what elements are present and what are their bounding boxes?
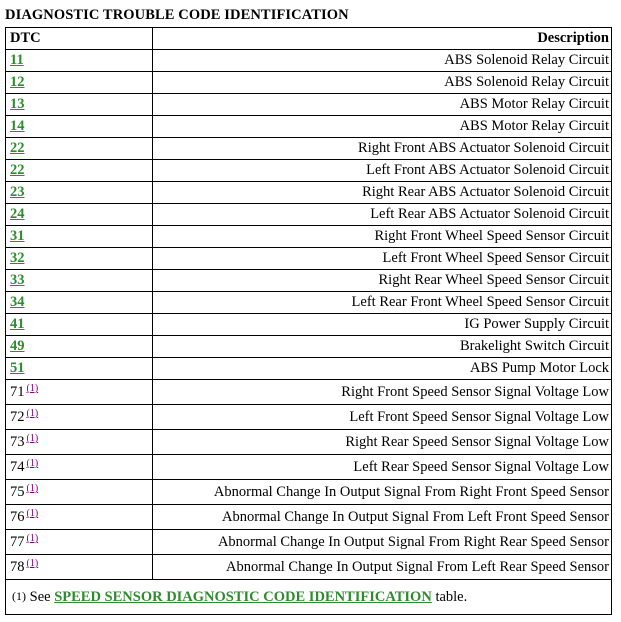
footnote-link[interactable]: (1) — [26, 458, 39, 469]
description-cell: Right Rear Wheel Speed Sensor Circuit — [153, 270, 612, 292]
dtc-code-link[interactable]: 51 — [10, 360, 25, 376]
dtc-code: 76 — [10, 509, 25, 525]
dtc-cell — [6, 248, 153, 270]
table-row — [6, 72, 612, 94]
description-cell: Right Rear Speed Sensor Signal Voltage Low — [153, 430, 612, 455]
dtc-code-link[interactable]: 41 — [10, 316, 25, 332]
dtc-cell — [6, 405, 153, 430]
dtc-cell — [6, 358, 153, 380]
dtc-code-link[interactable]: 34 — [10, 294, 25, 310]
dtc-cell — [6, 314, 153, 336]
footnote-link[interactable]: (1) — [26, 433, 39, 444]
dtc-code: 72 — [10, 409, 25, 425]
dtc-cell — [6, 430, 153, 455]
dtc-document — [5, 5, 612, 615]
table-row — [6, 292, 612, 314]
dtc-cell — [6, 226, 153, 248]
description-cell: Left Front ABS Actuator Solenoid Circuit — [153, 160, 612, 182]
dtc-code-link[interactable]: 24 — [10, 206, 25, 222]
description-cell: Abnormal Change In Output Signal From Right Rear Speed Sensor — [153, 530, 612, 555]
table-row — [6, 405, 612, 430]
description-column-header: Description — [153, 28, 612, 50]
dtc-code-link[interactable]: 22 — [10, 140, 25, 156]
footnote-prefix: See — [29, 588, 51, 605]
dtc-code-link[interactable]: 14 — [10, 118, 25, 134]
description-cell: Right Rear ABS Actuator Solenoid Circuit — [153, 182, 612, 204]
footnote-cell — [6, 580, 612, 615]
footnote-link[interactable]: (1) — [26, 383, 39, 394]
footnote-marker: (1) — [12, 588, 26, 603]
description-cell: ABS Motor Relay Circuit — [153, 116, 612, 138]
description-cell: Right Front Wheel Speed Sensor Circuit — [153, 226, 612, 248]
description-cell: ABS Solenoid Relay Circuit — [153, 72, 612, 94]
dtc-code-link[interactable]: 49 — [10, 338, 25, 354]
footnote-row — [6, 580, 612, 615]
table-row — [6, 530, 612, 555]
table-header-row — [6, 28, 612, 50]
dtc-table — [5, 27, 612, 615]
dtc-column-header: DTC — [6, 28, 153, 50]
description-cell: Abnormal Change In Output Signal From Right Front Speed Sensor — [153, 480, 612, 505]
dtc-cell — [6, 505, 153, 530]
description-cell: Abnormal Change In Output Signal From Left Front Speed Sensor — [153, 505, 612, 530]
dtc-cell — [6, 270, 153, 292]
dtc-code: 78 — [10, 559, 25, 575]
table-row — [6, 116, 612, 138]
dtc-code: 75 — [10, 484, 25, 500]
table-row — [6, 336, 612, 358]
dtc-cell — [6, 530, 153, 555]
table-body — [6, 50, 612, 615]
dtc-cell — [6, 292, 153, 314]
description-cell: Left Front Speed Sensor Signal Voltage Low — [153, 405, 612, 430]
dtc-code-link[interactable]: 23 — [10, 184, 25, 200]
dtc-cell — [6, 94, 153, 116]
table-row — [6, 160, 612, 182]
table-row — [6, 50, 612, 72]
footnote-link[interactable]: (1) — [26, 408, 39, 419]
dtc-code: 73 — [10, 434, 25, 450]
dtc-code: 77 — [10, 534, 25, 550]
description-cell: Right Front Speed Sensor Signal Voltage Low — [153, 380, 612, 405]
description-cell: Left Rear Speed Sensor Signal Voltage Low — [153, 455, 612, 480]
dtc-cell — [6, 50, 153, 72]
page-title: DIAGNOSTIC TROUBLE CODE IDENTIFICATION — [5, 7, 349, 23]
dtc-code-link[interactable]: 13 — [10, 96, 25, 112]
table-row — [6, 314, 612, 336]
footnote-link[interactable]: (1) — [26, 533, 39, 544]
dtc-cell — [6, 72, 153, 94]
dtc-cell — [6, 480, 153, 505]
table-row — [6, 430, 612, 455]
table-row — [6, 182, 612, 204]
table-row — [6, 94, 612, 116]
description-cell: Left Rear Front Wheel Speed Sensor Circuit — [153, 292, 612, 314]
dtc-cell — [6, 182, 153, 204]
description-cell: IG Power Supply Circuit — [153, 314, 612, 336]
dtc-cell — [6, 138, 153, 160]
description-cell: Right Front ABS Actuator Solenoid Circuit — [153, 138, 612, 160]
description-cell: Brakelight Switch Circuit — [153, 336, 612, 358]
description-cell: ABS Solenoid Relay Circuit — [153, 50, 612, 72]
dtc-code-link[interactable]: 32 — [10, 250, 25, 266]
table-row — [6, 226, 612, 248]
description-cell: Left Front Wheel Speed Sensor Circuit — [153, 248, 612, 270]
description-cell: ABS Pump Motor Lock — [153, 358, 612, 380]
dtc-code-link[interactable]: 22 — [10, 162, 25, 178]
footnote-link[interactable]: (1) — [26, 508, 39, 519]
table-row — [6, 138, 612, 160]
table-row — [6, 555, 612, 580]
description-cell: ABS Motor Relay Circuit — [153, 94, 612, 116]
table-row — [6, 204, 612, 226]
dtc-cell — [6, 455, 153, 480]
dtc-cell — [6, 116, 153, 138]
dtc-cell — [6, 160, 153, 182]
table-row — [6, 480, 612, 505]
dtc-cell — [6, 555, 153, 580]
footnote-suffix: table. — [435, 588, 468, 605]
table-row — [6, 270, 612, 292]
speed-sensor-table-link[interactable]: SPEED SENSOR DIAGNOSTIC CODE IDENTIFICATION — [54, 588, 432, 605]
footnote-link[interactable]: (1) — [26, 483, 39, 494]
table-row — [6, 248, 612, 270]
dtc-cell — [6, 336, 153, 358]
dtc-cell — [6, 380, 153, 405]
footnote-link[interactable]: (1) — [26, 558, 39, 569]
table-row — [6, 358, 612, 380]
dtc-code-link[interactable]: 11 — [10, 52, 24, 68]
dtc-code: 71 — [10, 384, 25, 400]
description-cell: Abnormal Change In Output Signal From Left Rear Speed Sensor — [153, 555, 612, 580]
dtc-code-link[interactable]: 33 — [10, 272, 25, 288]
table-row — [6, 380, 612, 405]
table-row — [6, 455, 612, 480]
description-cell: Left Rear ABS Actuator Solenoid Circuit — [153, 204, 612, 226]
dtc-code-link[interactable]: 31 — [10, 228, 25, 244]
dtc-code-link[interactable]: 12 — [10, 74, 25, 90]
dtc-cell — [6, 204, 153, 226]
table-row — [6, 505, 612, 530]
dtc-code: 74 — [10, 459, 25, 475]
